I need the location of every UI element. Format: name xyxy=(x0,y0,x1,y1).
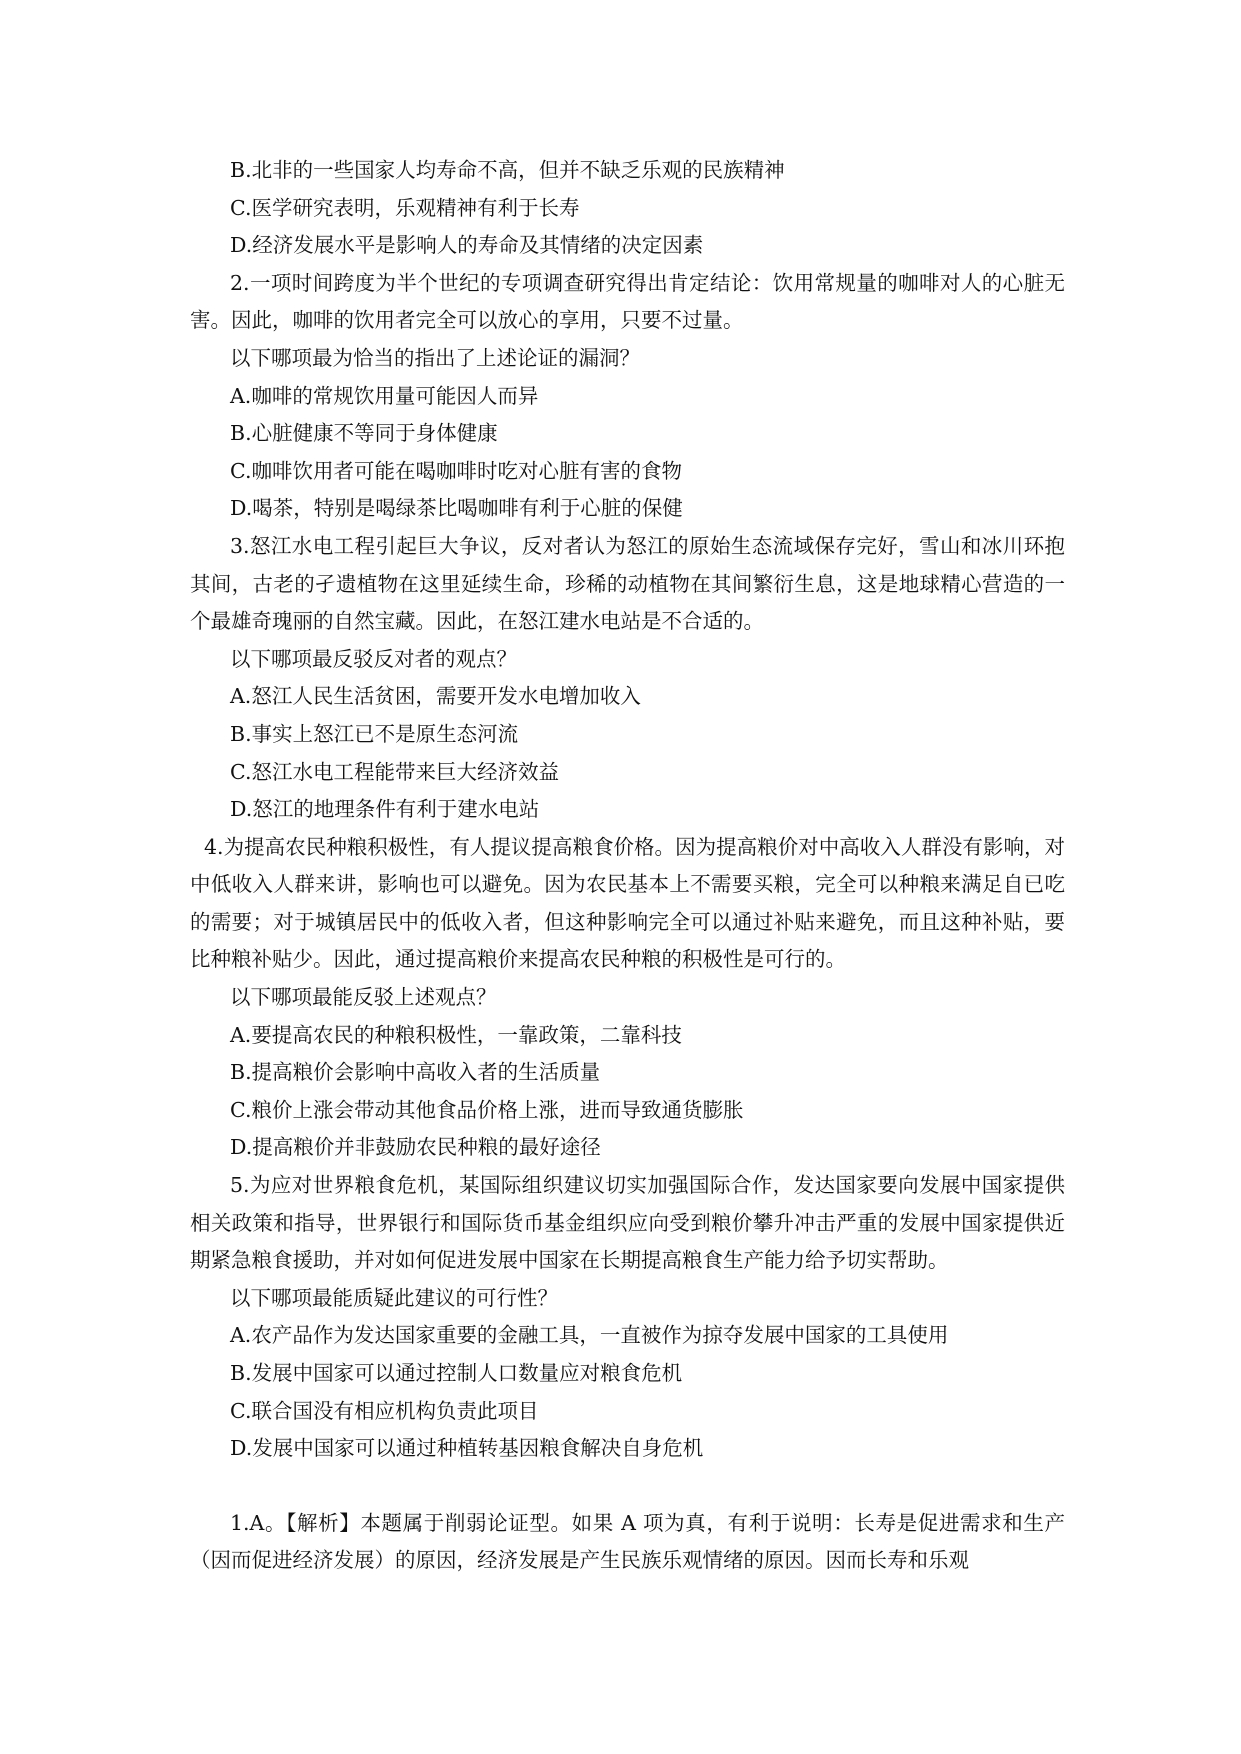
q4-option-a: A.要提高农民的种粮积极性，一靠政策，二靠科技 xyxy=(230,1022,682,1047)
q2-option-b: B.心脏健康不等同于身体健康 xyxy=(230,421,498,446)
q2-option-a: A.咖啡的常规饮用量可能因人而异 xyxy=(230,383,539,408)
section-spacer xyxy=(190,1468,1065,1505)
q3-option-b: B.事实上怒江已不是原生态河流 xyxy=(230,721,519,746)
q1-option-b: B.北非的一些国家人均寿命不高，但并不缺乏乐观的民族精神 xyxy=(230,158,785,182)
q4-question: 以下哪项最能反驳上述观点？ xyxy=(230,985,497,1010)
document-body xyxy=(190,152,1065,1580)
q4-option-b: B.提高粮价会影响中高收入者的生活质量 xyxy=(230,1060,601,1085)
q5-option-a: A.农产品作为发达国家重要的金融工具，一直被作为掠夺发展中国家的工具使用 xyxy=(230,1323,949,1348)
q5-option-c: C.联合国没有相应机构负责此项目 xyxy=(230,1398,539,1423)
q1-option-d: D.经济发展水平是影响人的寿命及其情绪的决定因素 xyxy=(230,233,704,258)
q2-option-d: D.喝茶，特别是喝绿茶比喝咖啡有利于心脏的保健 xyxy=(230,496,683,521)
q1-option-c: C.医学研究表明，乐观精神有利于长寿 xyxy=(230,195,580,220)
q4-option-d: D.提高粮价并非鼓励农民种粮的最好途径 xyxy=(230,1135,601,1160)
q5-option-d: D.发展中国家可以通过种植转基因粮食解决自身危机 xyxy=(230,1436,704,1461)
q4-stem: 4.为提高农民种粮积极性，有人提议提高粮食价格。因为提高粮价对中高收入人群没有影响，对中低收入人群来讲，影响也可以避免。因为农民基本上不需要买粮，完全可以种粮来满足自已吃的需要；对于城镇居民中的低收入者，但这种影响完全可以通过补贴来避免，而且这种补贴，要比种粮补贴少。因此，通过提高粮价来提高农民种粮的积极性是可行的。 xyxy=(190,834,1065,972)
q5-stem: 5.为应对世界粮食危机，某国际组织建议切实加强国际合作，发达国家要向发展中国家提供相关政策和指导，世界银行和国际货币基金组织应向受到粮价攀升冲击严重的发展中国家提供近期紧急粮食援助，并对如何促进发展中国家在长期提高粮食生产能力给予切实帮助。 xyxy=(190,1173,1065,1273)
q3-stem: 3.怒江水电工程引起巨大争议，反对者认为怒江的原始生态流域保存完好，雪山和冰川环抱其间，古老的孑遗植物在这里延续生命，珍稀的动植物在其间繁衍生息，这是地球精心营造的一个最雄奇瑰丽的自然宝藏。因此，在怒江建水电站是不合适的。 xyxy=(190,533,1065,634)
answer-1-explanation: 1.A。【解析】本题属于削弱论证型。如果 A 项为真，有利于说明：长寿是促进需求和生产（因而促进经济发展）的原因，经济发展是产生民族乐观情绪的原因。因而长寿和乐观 xyxy=(190,1510,1065,1573)
q3-option-c: C.怒江水电工程能带来巨大经济效益 xyxy=(230,759,559,784)
q3-option-a: A.怒江人民生活贫困，需要开发水电增加收入 xyxy=(230,684,641,709)
q4-option-c: C.粮价上涨会带动其他食品价格上涨，进而导致通货膨胀 xyxy=(230,1097,744,1122)
q2-stem: 2.一项时间跨度为半个世纪的专项调查研究得出肯定结论：饮用常规量的咖啡对人的心脏无害。因此，咖啡的饮用者完全可以放心的享用，只要不过量。 xyxy=(190,270,1065,333)
q3-option-d: D.怒江的地理条件有利于建水电站 xyxy=(230,797,540,822)
q5-option-b: B.发展中国家可以通过控制人口数量应对粮食危机 xyxy=(230,1361,683,1385)
q2-question: 以下哪项最为恰当的指出了上述论证的漏洞？ xyxy=(230,345,640,370)
q2-option-c: C.咖啡饮用者可能在喝咖啡时吃对心脏有害的食物 xyxy=(230,458,682,483)
q5-question: 以下哪项最能质疑此建议的可行性？ xyxy=(230,1285,558,1310)
q3-question: 以下哪项最反驳反对者的观点？ xyxy=(230,646,517,671)
